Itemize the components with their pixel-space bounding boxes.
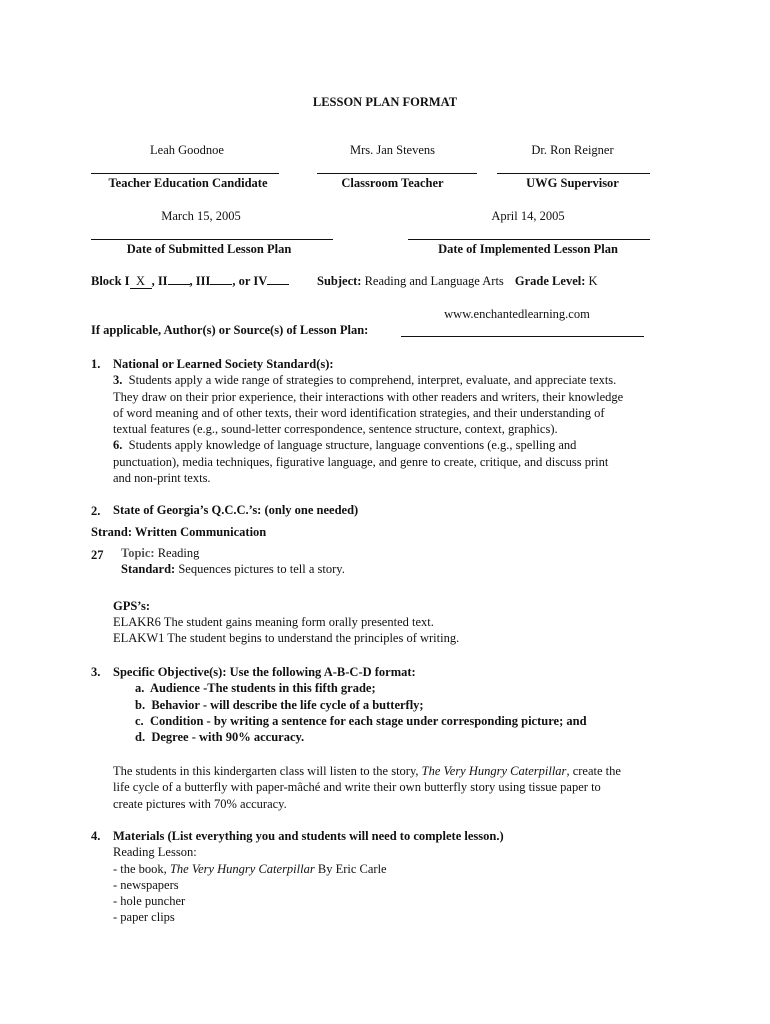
teacher-candidate-label: Teacher Education Candidate [108,176,268,190]
submitted-date-label: Date of Submitted Lesson Plan [126,242,292,256]
block-ii-blank [168,284,190,285]
classroom-teacher-label: Classroom Teacher [341,176,444,190]
submitted-date-value: March 15, 2005 [161,209,241,223]
gps-item: ELAKW1 The student begins to understand the principles of writing. [113,631,460,645]
standard-line: of word meaning and of other texts, their word identification strategies, and their understanding of [113,405,605,420]
objective-item: b. Behavior - will describe the life cycle of a butterfly; [135,697,424,712]
block-iv-blank [267,284,289,285]
block-iii-blank [210,284,232,285]
section-4-heading: Materials (List everything you and students will need to complete lesson.) [113,829,504,843]
book-title: The Very Hungry Caterpillar [169,861,315,876]
subject-line [317,274,598,289]
source-line [401,336,644,337]
signature-line [497,173,650,174]
section-1 [113,356,683,486]
gps-item: ELAKR6 The student gains meaning form orally presented text. [113,615,434,629]
objective-item: c. Condition - by writing a sentence for each stage under corresponding picture; and [135,713,587,728]
standard-line: textual features (e.g., sound-letter correspondence, sentence structure, context, graphics). [113,422,558,437]
objective-item: d. Degree - with 90% accuracy. [135,730,305,745]
strand-label: Strand: Written Communication [91,525,267,539]
section-3-number: 3. [91,665,101,679]
standard-value: Sequences pictures to tell a story. [178,562,345,576]
date-line [408,239,650,240]
grade-level-label: Grade Level: [514,274,586,288]
section-1-number: 1. [91,357,101,371]
subject-value: Reading and Language Arts [364,274,504,288]
standard-line [121,562,345,577]
standard-line: 3. Students apply a wide range of strategies to comprehend, interpret, evaluate, and appreciate texts. [113,373,617,388]
paragraph-line: create pictures with 70% accuracy. [113,796,287,811]
date-line [91,239,333,240]
block-line [91,274,289,289]
signature-line [317,173,477,174]
implemented-date-value: April 14, 2005 [491,209,565,223]
standard-line: 6. Students apply knowledge of language structure, language conventions (e.g., spelling and [113,438,577,453]
grade-level-value: K [588,274,598,288]
material-item: - the book, The Very Hungry Caterpillar By Eric Carle [113,861,387,876]
section-1-heading: National or Learned Society Standard(s): [113,357,334,371]
supervisor-label: UWG Supervisor [526,176,619,190]
section-2-heading: State of Georgia’s Q.C.C.’s: (only one needed) [113,503,359,517]
material-item: - paper clips [113,910,175,925]
material-item: - hole puncher [113,894,186,909]
topic-value: Reading [157,546,200,560]
section-4-number: 4. [91,829,101,843]
section-2-number: 2. [91,504,101,518]
qcc-number: 27 [91,548,104,562]
materials-subheading: Reading Lesson: [113,845,197,860]
standard-line: and non-print texts. [113,471,211,486]
page-title: LESSON PLAN FORMAT [312,95,458,109]
teacher-candidate-name: Leah Goodnoe [150,143,224,157]
standard-label: Standard: [121,562,176,576]
source-label: If applicable, Author(s) or Source(s) of Lesson Plan: [91,323,369,337]
supervisor-name: Dr. Ron Reigner [531,143,614,157]
section-4 [113,828,683,926]
material-item: - newspapers [113,877,179,892]
subject-label: Subject: [317,274,362,288]
paragraph-line: The students in this kindergarten class will listen to the story, The Very Hungry Caterpillar, create the [113,764,621,778]
gps-heading: GPS’s: [113,599,151,613]
section-3 [113,664,683,745]
block-iv-label: , or IV [232,274,268,288]
topic-line [121,546,199,561]
block-i-value: X [130,275,152,289]
source-value: www.enchantedlearning.com [444,307,590,321]
block-label: Block I [91,274,130,288]
objective-item: a. Audience -The students in this fifth grade; [135,681,376,696]
implemented-date-label: Date of Implemented Lesson Plan [438,242,618,256]
block-ii-label: , II [151,274,168,288]
paragraph-line: life cycle of a butterfly with paper-mâché and write their own butterfly story using tissue paper to [113,780,601,795]
standard-line: They draw on their prior experience, their interactions with other readers and writers, their knowledge [113,389,624,404]
book-title: The Very Hungry Caterpillar [421,764,567,778]
topic-label: Topic: [121,546,155,560]
signature-line [91,173,279,174]
section-3-heading: Specific Objective(s): Use the following A-B-C-D format: [113,665,416,679]
standard-line: punctuation), media techniques, figurative language, and genre to create, critique, and discuss print [113,454,609,469]
block-iii-label: , III [189,274,211,288]
classroom-teacher-name: Mrs. Jan Stevens [349,143,436,157]
objective-paragraph [113,763,683,812]
